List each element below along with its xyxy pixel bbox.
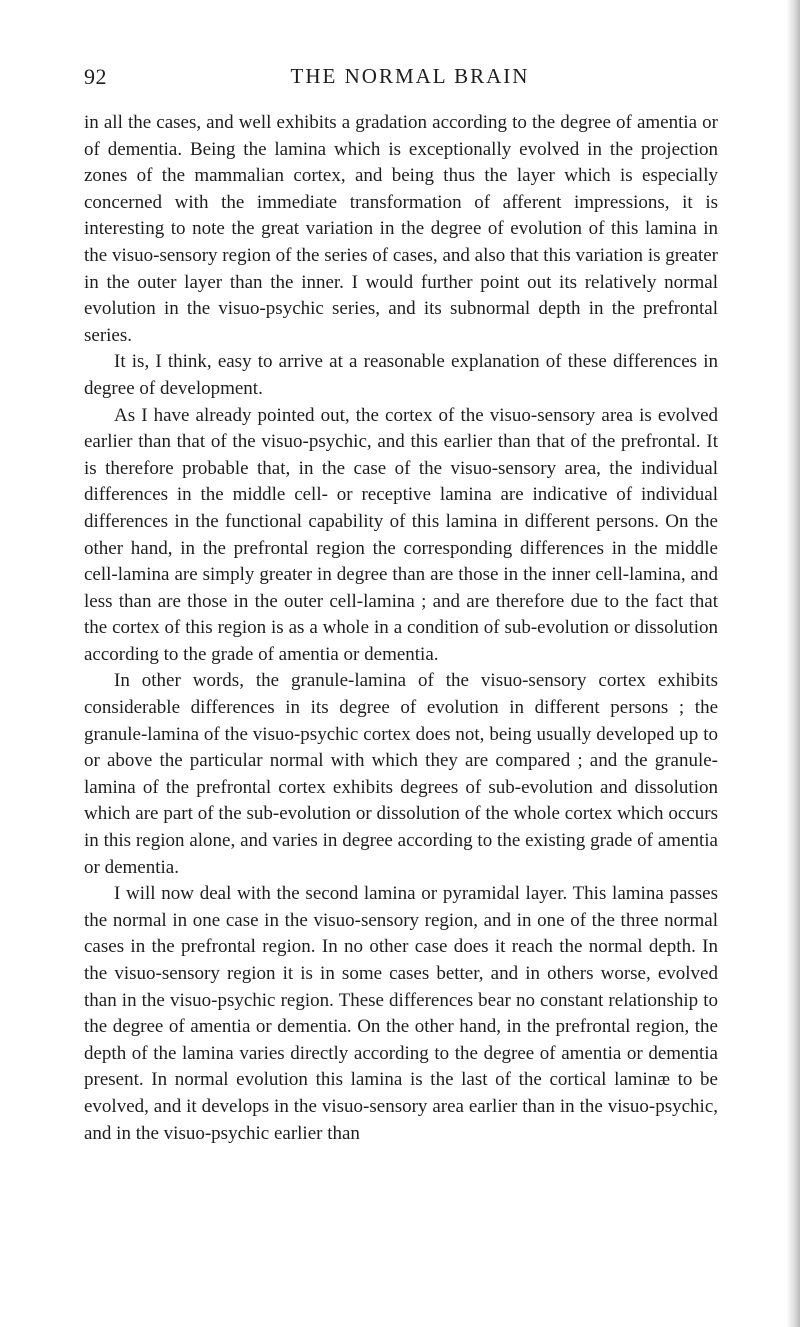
paragraph-pyramidal-layer: I will now deal with the second lamina or pyramidal layer. This lamina passes the normal in one case in the visuo-sensory region, and in one of the three normal cases in the prefrontal region. In no other case does it reach the normal depth. In the visuo-sensory region it is in some cases better, and in others worse, evolved than in the visuo-psychic region. These differences bear no constant relationship to the degree of amentia or dementia. On the other hand, in the prefrontal region, the depth of the lamina varies directly according to the degree of amentia or dementia present. In normal evolution this lamina is the last of the cortical laminæ to be evolved, and it develops in the visuo-sensory area earlier than in the visuo-psychic, and in the visuo-psychic earlier than <box>84 883 718 1144</box>
paragraph-granule-lamina: In other words, the granule-lamina of the visuo-sensory cortex exhibits considerable differences in its degree of evolution in different persons ; the granule-lamina of the visuo-psychic cortex does not, being usually developed up to or above the particular normal with which they are compared ; and the granule-lamina of the prefrontal cortex exhibits degrees of sub-evolution and dissolution which are part of the sub-evolution or dissolution of the whole cortex which occurs in this region alone, and varies in degree according to the existing grade of amentia or dementia. <box>84 670 718 878</box>
paragraph-explanation-intro: It is, I think, easy to arrive at a reasonable explanation of these differences in degree of development. <box>84 351 718 399</box>
paragraph-continuation: in all the cases, and well exhibits a gradation according to the degree of amentia or of dementia. Being the lamina which is exceptionally evolved in the projection zones of the mammalian cortex, and being thus the layer which is especially concerned with the immediate transformation of afferent impressions, it is interesting to note the great variation in the degree of evolution of this lamina in the visuo-sensory region of the series of cases, and also that this variation is greater in the outer layer than the inner. I would further point out its relatively normal evolution in the visuo-psychic series, and its subnormal depth in the prefrontal series. <box>84 112 718 346</box>
page-header <box>84 64 718 94</box>
paragraph-visuo-sensory-evolution: As I have already pointed out, the cortex of the visuo-sensory area is evolved earlier than that of the visuo-psychic, and this earlier than that of the prefrontal. It is therefore probable that, in the case of the visuo-sensory area, the individual differences in the middle cell- or receptive lamina are indicative of individual differences in the functional capability of this lamina in different persons. On the other hand, in the prefrontal region the corresponding differences in the middle cell-lamina are simply greater in degree than are those in the inner cell-lamina, and less than are those in the outer cell-lamina ; and are therefore due to the fact that the cortex of this region is as a whole in a condition of sub-evolution or dissolution according to the grade of amentia or dementia. <box>84 404 718 665</box>
running-head: THE NORMAL BRAIN <box>290 64 530 88</box>
page-number: 92 <box>84 64 107 89</box>
body-text <box>84 110 718 1147</box>
page-edge-shadow <box>786 0 800 1327</box>
